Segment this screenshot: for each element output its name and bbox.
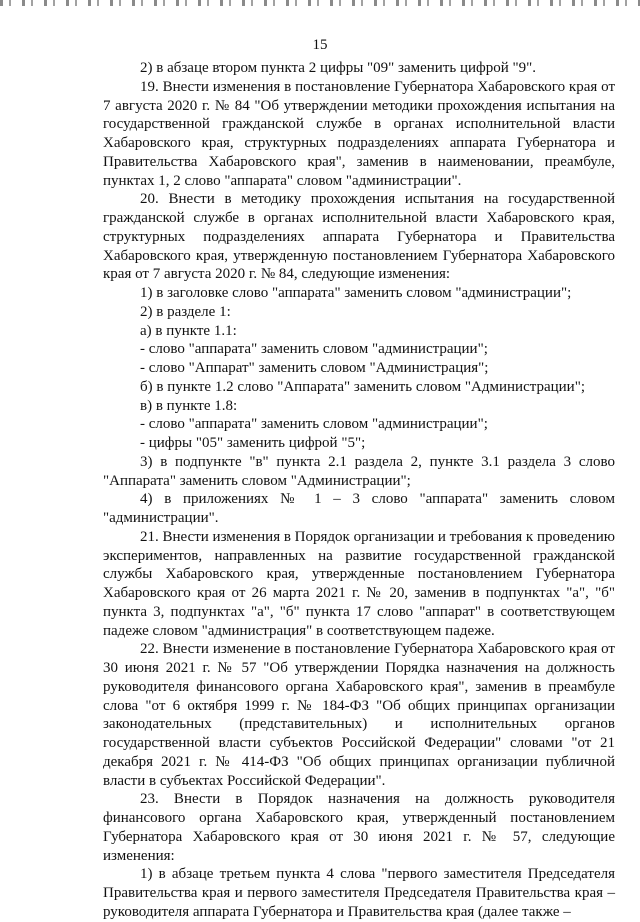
scan-artifact-edge [0,0,640,6]
paragraph: 2) в разделе 1: [140,303,231,320]
paragraph: 4) в приложениях № 1 – 3 слово "аппарата" заменить словом "администрации". [103,491,615,526]
paragraph: - слово "аппарата" заменить словом "администрации"; [140,416,488,433]
paragraph: а) в пункте 1.1: [140,322,237,339]
paragraph: - слово "Аппарат" заменить словом "Администрация"; [140,360,489,376]
paragraph: 21. Внести изменения в Порядок организации и требования к проведению экспериментов, направленных на развитие государственной гражданской службы Хабаровского края, утвержденные постановлением Губернатора Хабаровского края от 26 марта 2021 г. № 20, заменив в подпунктах "а", "б" пункта 3, подпунктах "а", "б" пункта 17 слово "аппарат" в соответствующем падеже словом "администрация" в соответствующем падеже. [103,528,615,639]
paragraph: 20. Внести в методику прохождения испытания на государственной гражданской службе в органах исполнительной власти Хабаровского края, структурных подразделениях аппарата Губернатора и Правительства Хабаровского края, утвержденную постановлением Губернатора Хабаровского края от 7 августа 2020 г. № 84, следующие изменения: [103,191,615,283]
paragraph: 3) в подпункте "в" пункта 2.1 раздела 2, пункте 3.1 раздела 3 слово "Аппарата" заменить словом "Администрации"; [103,453,615,489]
paragraph: в) в пункте 1.8: [140,397,238,414]
paragraph: 1) в абзаце третьем пункта 4 слова "первого заместителя Председателя Правительства края и первого заместителя Председателя Правительства края – руководителя аппарата Губернатора и Правительства края (далее также – [103,866,615,920]
document-body [103,59,615,922]
paragraph: 19. Внести изменения в постановление Губернатора Хабаровского края от 7 августа 2020 г. № 84 "Об утверждении методики прохождения испытания на государственной гражданской службе в органах исполнительной власти Хабаровского края, структурных подразделениях аппарата Губернатора и Правительства Хабаровского края", заменив в наименовании, преамбуле, пунктах 1, 2 слово "аппарата" словом "администрации". [103,78,615,189]
paragraph: 23. Внести в Порядок назначения на должность руководителя финансового органа Хабаровского края, утвержденный постановлением Губернатора Хабаровского края от 30 июня 2021 г. № 57, следующие изменения: [103,791,615,864]
paragraph: 2) в абзаце втором пункта 2 цифры "09" заменить цифрой "9". [140,60,537,76]
paragraph: - слово "аппарата" заменить словом "администрации"; [140,341,488,358]
paragraph: б) в пункте 1.2 слово "Аппарата" заменить словом "Администрации"; [140,378,585,395]
page-number: 15 [312,37,328,53]
paragraph: 22. Внести изменение в постановление Губернатора Хабаровского края от 30 июня 2021 г. № 57 "Об утверждении Порядка назначения на должность руководителя финансового органа Хабаровского края", заменив в преамбуле слова "от 6 октября 1999 г. № 184-ФЗ "Об общих принципах организации законодательных (представительных) и исполнительных органов государственной власти субъектов Российской Федерации" словами "от 21 декабря 2021 г. № 414-ФЗ "Об общих принципах организации публичной власти в субъектах Российской Федерации". [103,641,615,789]
paragraph: 1) в заголовке слово "аппарата" заменить словом "администрации"; [140,285,572,301]
paragraph: - цифры "05" заменить цифрой "5"; [140,435,366,451]
